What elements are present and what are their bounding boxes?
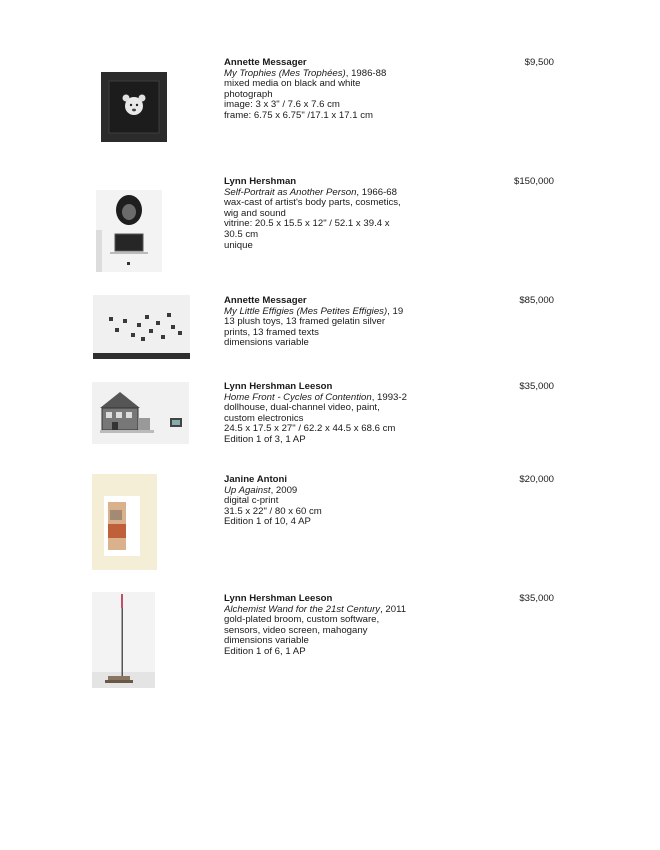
artwork-year: , 1993-2 bbox=[371, 391, 407, 403]
artwork-detail: gold-plated broom, custom software, bbox=[224, 614, 380, 626]
artwork-info bbox=[224, 382, 410, 446]
artwork-year: , 19 bbox=[387, 305, 404, 317]
artist-name: Lynn Hershman bbox=[224, 177, 297, 187]
artwork-detail: unique bbox=[224, 239, 253, 251]
artwork-title: Self-Portrait as Another Person bbox=[224, 186, 357, 198]
artwork-detail: digital c-print bbox=[224, 495, 279, 507]
artwork-title: My Little Effigies (Mes Petites Effigies) bbox=[224, 305, 388, 317]
artwork-detail: 13 plush toys, 13 framed gelatin silver bbox=[224, 316, 386, 328]
artwork-detail: custom electronics bbox=[224, 412, 304, 424]
artwork-title: Alchemist Wand for the 21st Century bbox=[224, 603, 381, 615]
artwork-detail: Edition 1 of 10, 4 AP bbox=[224, 516, 311, 528]
artwork-detail: dimensions variable bbox=[224, 337, 309, 349]
artwork-detail: dimensions variable bbox=[224, 635, 309, 647]
artwork-image-up-against bbox=[92, 474, 157, 570]
artwork-image-home-front bbox=[92, 382, 189, 444]
artwork-year: , 2009 bbox=[270, 484, 298, 496]
artwork-year: , 1986-88 bbox=[345, 67, 387, 79]
artwork-detail: photograph bbox=[224, 88, 273, 100]
artwork-year: , 2011 bbox=[380, 603, 407, 615]
artwork-detail: Edition 1 of 3, 1 AP bbox=[224, 433, 306, 445]
artwork-price: $20,000 bbox=[519, 474, 554, 485]
artwork-info bbox=[224, 58, 410, 122]
artwork-detail: 30.5 cm bbox=[224, 228, 259, 240]
artwork-detail: 24.5 x 17.5 x 27" / 62.2 x 44.5 x 68.6 cm bbox=[224, 423, 396, 435]
artist-name: Annette Messager bbox=[224, 58, 307, 68]
artwork-price: $9,500 bbox=[524, 57, 554, 68]
artwork-image-trophies bbox=[101, 72, 167, 142]
artwork-image-self-portrait bbox=[96, 190, 162, 272]
artist-name: Lynn Hershman Leeson bbox=[224, 382, 333, 392]
artwork-detail: sensors, video screen, mahogany bbox=[224, 624, 368, 636]
artist-name: Janine Antoni bbox=[224, 475, 288, 485]
artwork-detail: dollhouse, dual-channel video, paint, bbox=[224, 402, 380, 414]
artwork-detail: image: 3 x 3" / 7.6 x 7.6 cm bbox=[224, 99, 340, 111]
artist-name: Lynn Hershman Leeson bbox=[224, 594, 333, 604]
artwork-detail: 31.5 x 22" / 80 x 60 cm bbox=[224, 505, 322, 517]
artwork-price: $35,000 bbox=[519, 593, 554, 604]
artwork-title: Home Front - Cycles of Contention bbox=[224, 391, 372, 403]
artwork-detail: mixed media on black and white bbox=[224, 78, 361, 90]
artwork-detail: wig and sound bbox=[224, 207, 286, 219]
artwork-detail: frame: 6.75 x 6.75" /17.1 x 17.1 cm bbox=[224, 109, 373, 121]
artwork-price: $85,000 bbox=[519, 295, 554, 306]
artwork-image-little-effigies bbox=[93, 295, 190, 359]
artwork-detail: Edition 1 of 6, 1 AP bbox=[224, 645, 306, 657]
artwork-year: , 1966-68 bbox=[356, 186, 397, 198]
artwork-title: My Trophies (Mes Trophées) bbox=[224, 67, 346, 79]
artwork-price: $35,000 bbox=[519, 381, 554, 392]
artwork-detail: wax-cast of artist's body parts, cosmetics, bbox=[224, 197, 401, 209]
artwork-detail: prints, 13 framed texts bbox=[224, 326, 319, 338]
artwork-title: Up Against bbox=[224, 484, 271, 496]
artwork-info bbox=[224, 177, 410, 251]
artwork-price: $150,000 bbox=[513, 176, 554, 187]
artwork-detail: vitrine: 20.5 x 15.5 x 12" / 52.1 x 39.4 x bbox=[224, 218, 390, 230]
artwork-image-alchemist-wand bbox=[92, 592, 155, 688]
artwork-info bbox=[224, 296, 410, 349]
artwork-info bbox=[224, 594, 410, 658]
artist-name: Annette Messager bbox=[224, 296, 307, 306]
artwork-info bbox=[224, 475, 410, 528]
